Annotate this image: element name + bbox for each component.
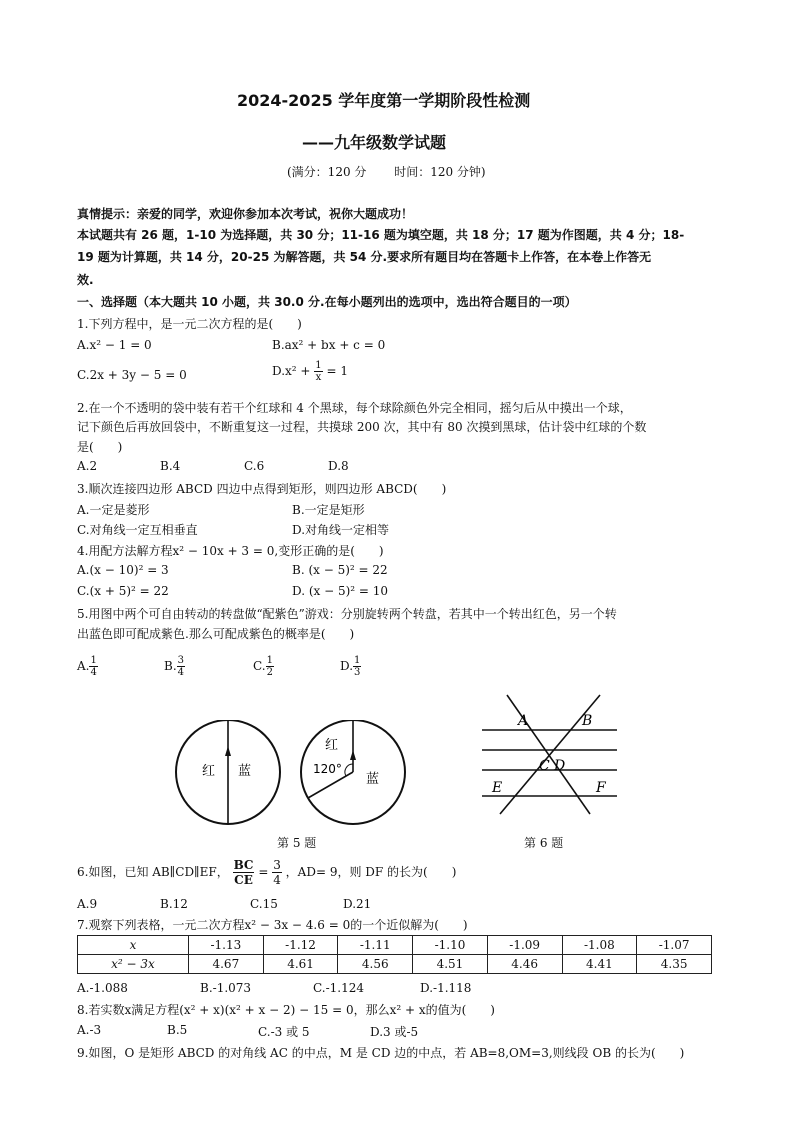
q6-stem	[77, 858, 456, 887]
q5-option-c-label: C.	[253, 659, 266, 673]
q5-b-num: 3	[177, 655, 185, 666]
q5-d-den: 3	[354, 667, 361, 678]
q2-line-2: 记下颜色后再放回袋中，不断重复这一过程，共摸球 200 次，其中有 80 次摸到黑球，估计袋中红球的个数	[77, 420, 647, 434]
q5-option-c-fraction	[266, 655, 274, 678]
q5-option-b-label: B.	[164, 659, 177, 673]
q5-d-num: 1	[354, 655, 361, 666]
q6-stem-pre: 6.如图，已知 AB∥CD∥EF，	[77, 865, 229, 879]
q4-option-d: D. (x − 5)² = 10	[292, 584, 389, 598]
q5-option-a	[77, 655, 98, 678]
q2-option-d: D.8	[328, 459, 349, 473]
q7-option-c: C.-1.124	[313, 981, 364, 995]
q1-stem: 1.下列方程中，是一元二次方程的是( )	[77, 317, 302, 331]
q5-option-b	[164, 655, 185, 678]
q6-f1-num: BC	[233, 858, 254, 872]
q7-value-cell: 4.41	[562, 955, 637, 974]
q7-option-d: D.-1.118	[420, 981, 472, 995]
q7-x-cell: -1.13	[189, 936, 264, 955]
point-b-label: B	[582, 713, 593, 729]
q7-x-cell: -1.11	[338, 936, 413, 955]
q4-stem: 4.用配方法解方程x² − 10x + 3 = 0,变形正确的是( )	[77, 544, 384, 558]
q7-value-cell: 4.61	[263, 955, 338, 974]
figure-5-spinners	[170, 720, 410, 830]
figure-5-caption: 第 5 题	[277, 836, 317, 850]
q6-option-c: C.15	[250, 897, 278, 911]
q5-c-num: 1	[266, 655, 273, 666]
exam-title: 2024-2025 学年度第一学期阶段性检测	[237, 91, 531, 110]
spinner-left-blue-label: 蓝	[238, 764, 252, 779]
figure-6-caption: 第 6 题	[524, 836, 564, 850]
q7-x-cell: -1.09	[487, 936, 562, 955]
q5-option-c	[253, 655, 274, 678]
spinner-right-angle-label: 120°	[313, 762, 342, 776]
q6-option-b: B.12	[160, 897, 188, 911]
q5-option-b-fraction	[177, 655, 185, 678]
q2-option-a: A.2	[77, 459, 98, 473]
q7-option-b: B.-1.073	[200, 981, 252, 995]
section-1-heading: 一、选择题（本大题共 10 小题，共 30.0 分.在每小题列出的选项中，选出符合题目的一项）	[77, 295, 577, 309]
q6-option-d: D.21	[343, 897, 372, 911]
q7-x-cell: -1.08	[562, 936, 637, 955]
q7-header-x: x	[78, 936, 189, 955]
q5-a-num: 1	[90, 655, 97, 666]
figure-6-parallel-lines	[472, 690, 622, 815]
exam-subtitle: ——九年级数学试题	[302, 133, 447, 152]
q7-row-x	[78, 936, 712, 955]
q1-option-a: A.x² − 1 = 0	[77, 338, 152, 352]
q7-value-cell: 4.51	[413, 955, 488, 974]
q9-stem: 9.如图，O 是矩形 ABCD 的对角线 AC 的中点，M 是 CD 边的中点，若 AB=8,OM=3,则线段 OB 的长为( )	[77, 1046, 685, 1060]
q5-line-1: 5.用图中两个可自由转动的转盘做“配紫色”游戏：分别旋转两个转盘，若其中一个转出红色，另一个转	[77, 607, 617, 621]
q1-option-d-pre: D.x² +	[272, 364, 311, 378]
q7-x-cell: -1.07	[637, 936, 712, 955]
q6-option-a: A.9	[77, 897, 98, 911]
exam-meta: (满分：120 分 时间：120 分钟)	[287, 165, 486, 179]
q8-option-d: D.3 或-5	[370, 1025, 419, 1039]
q5-a-den: 4	[90, 667, 97, 678]
q3-option-a: A.一定是菱形	[77, 503, 150, 517]
q1-option-b: B.ax² + bx + c = 0	[272, 338, 386, 352]
q6-f1-den: CE	[234, 873, 253, 887]
q8-option-a: A.-3	[77, 1023, 102, 1037]
q7-x-cell: -1.12	[263, 936, 338, 955]
point-d-label: D	[554, 758, 566, 774]
point-e-label: E	[492, 780, 503, 796]
q6-f2-den: 4	[273, 873, 281, 887]
q7-stem: 7.观察下列表格，一元二次方程x² − 3x − 4.6 = 0的一个近似解为( )	[77, 918, 468, 932]
q7-row-value	[78, 955, 712, 974]
q4-option-b: B. (x − 5)² = 22	[292, 563, 388, 577]
q7-x-cell: -1.10	[413, 936, 488, 955]
q6-stem-post: ，AD= 9，则 DF 的长为( )	[285, 865, 457, 879]
notice-line-2: 本试题共有 26 题，1-10 为选择题，共 30 分；11-16 题为填空题，共 18 分；17 题为作图题，共 4 分；18-	[77, 228, 685, 242]
q2-line-1: 2.在一个不透明的袋中装有若干个红球和 4 个黑球，每个球除颜色外完全相同，摇匀后从中摸出一个球，	[77, 401, 632, 415]
notice-line-3: 19 题为计算题，共 14 分，20-25 为解答题，共 54 分.要求所有题目均在答题卡上作答，在本卷上作答无	[77, 250, 652, 264]
q2-option-c: C.6	[244, 459, 265, 473]
q7-header-expression: x² − 3x	[78, 955, 189, 974]
point-c-label: C	[539, 758, 550, 774]
q1-option-d	[272, 360, 348, 383]
q5-line-2: 出蓝色即可配成紫色.那么可配成紫色的概率是( )	[77, 627, 355, 641]
q1-d-numerator: 1	[315, 360, 322, 371]
q2-line-3: 是( )	[77, 440, 123, 454]
q8-option-b: B.5	[167, 1023, 188, 1037]
notice-line-4: 效.	[77, 273, 94, 287]
q1-d-denominator: x	[315, 372, 322, 383]
q7-option-a: A.-1.088	[77, 981, 128, 995]
q7-value-cell: 4.67	[189, 955, 264, 974]
q5-b-den: 4	[177, 667, 185, 678]
q3-option-c: C.对角线一定互相垂直	[77, 523, 198, 537]
point-a-label: A	[518, 713, 529, 729]
q1-option-d-fraction	[314, 360, 322, 383]
notice-line-1: 真情提示：亲爱的同学，欢迎你参加本次考试，祝你大题成功！	[77, 207, 414, 221]
q5-option-a-label: A.	[77, 659, 90, 673]
q7-value-cell: 4.35	[637, 955, 712, 974]
point-f-label: F	[596, 780, 606, 796]
q1-option-c: C.2x + 3y − 5 = 0	[77, 368, 187, 382]
q2-option-b: B.4	[160, 459, 181, 473]
q6-fraction-3-4	[272, 858, 282, 887]
q3-stem: 3.顺次连接四边形 ABCD 四边中点得到矩形，则四边形 ABCD( )	[77, 482, 447, 496]
q6-equals: =	[258, 865, 269, 879]
spinner-right-arrow-icon	[350, 750, 356, 760]
q5-option-d-label: D.	[340, 659, 354, 673]
spinner-left-red-label: 红	[202, 764, 216, 779]
q5-c-den: 2	[266, 667, 273, 678]
q6-fraction-bc-ce	[233, 858, 255, 887]
q5-option-a-fraction	[89, 655, 97, 678]
q1-option-d-post: = 1	[326, 364, 349, 378]
q7-value-cell: 4.56	[338, 955, 413, 974]
q6-f2-num: 3	[273, 858, 281, 872]
q7-table	[77, 935, 712, 974]
q7-value-cell: 4.46	[487, 955, 562, 974]
q5-option-d-fraction	[353, 655, 361, 678]
spinner-right-blue-label: 蓝	[366, 772, 380, 787]
spinner-right-red-label: 红	[325, 738, 339, 753]
spinner-left-arrow-icon	[225, 746, 231, 756]
q4-option-a: A.(x − 10)² = 3	[77, 563, 169, 577]
q3-option-d: D.对角线一定相等	[292, 523, 390, 537]
q4-option-c: C.(x + 5)² = 22	[77, 584, 169, 598]
q5-option-d	[340, 655, 361, 678]
q8-stem: 8.若实数x满足方程(x² + x)(x² + x − 2) − 15 = 0，那么x² + x的值为( )	[77, 1003, 495, 1017]
q3-option-b: B.一定是矩形	[292, 503, 365, 517]
q8-option-c: C.-3 或 5	[258, 1025, 310, 1039]
